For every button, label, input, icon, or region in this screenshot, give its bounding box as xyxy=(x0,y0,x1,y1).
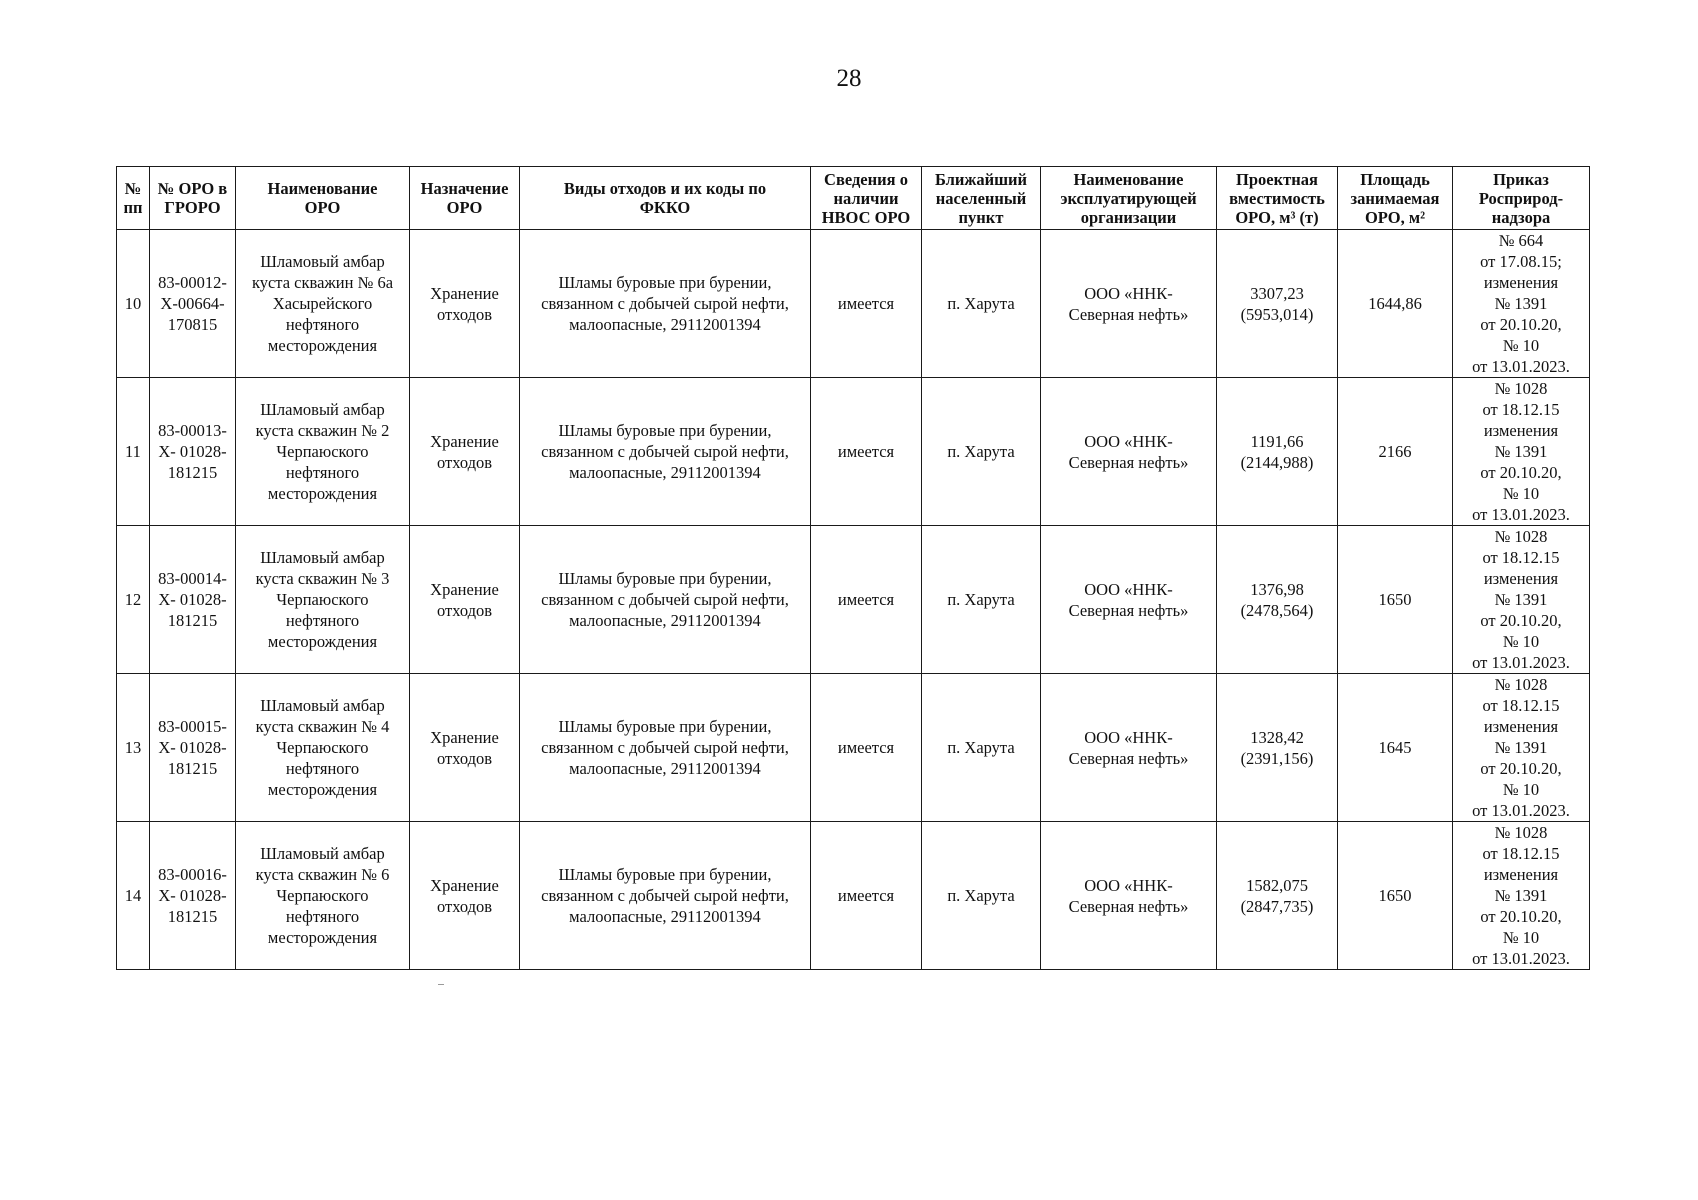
area: 1644,86 xyxy=(1338,230,1453,378)
facility-name: Шламовый амбар куста скважин № 3 Черпаюского нефтяного месторождения xyxy=(236,526,410,674)
header-area: Площадь занимаемая ОРО, м² xyxy=(1338,167,1453,230)
table-row xyxy=(117,230,1590,378)
waste-types: Шламы буровые при бурении, связанном с добычей сырой нефти, малоопасные, 29112001394 xyxy=(520,230,811,378)
order-reference: № 664 от 17.08.15; изменения № 1391 от 20.10.20, № 10 от 13.01.2023. xyxy=(1453,230,1590,378)
order-reference: № 1028 от 18.12.15 изменения № 1391 от 20.10.20, № 10 от 13.01.2023. xyxy=(1453,378,1590,526)
scan-artifact xyxy=(438,984,444,985)
waste-facility-table xyxy=(116,166,1590,970)
settlement: п. Харута xyxy=(922,378,1041,526)
waste-types: Шламы буровые при бурении, связанном с добычей сырой нефти, малоопасные, 29112001394 xyxy=(520,822,811,970)
settlement: п. Харута xyxy=(922,822,1041,970)
header-nvos: Сведения о наличии НВОС ОРО xyxy=(811,167,922,230)
facility-name: Шламовый амбар куста скважин № 4 Черпаюского нефтяного месторождения xyxy=(236,674,410,822)
header-settlement: Ближайший населенный пункт xyxy=(922,167,1041,230)
operator: ООО «ННК- Северная нефть» xyxy=(1041,526,1217,674)
header-number: № пп xyxy=(117,167,150,230)
header-operator: Наименование эксплуатирующей организации xyxy=(1041,167,1217,230)
nvos-status: имеется xyxy=(811,526,922,674)
row-number: 12 xyxy=(117,526,150,674)
operator: ООО «ННК- Северная нефть» xyxy=(1041,822,1217,970)
header-capacity: Проектная вместимость ОРО, м³ (т) xyxy=(1217,167,1338,230)
area: 2166 xyxy=(1338,378,1453,526)
facility-name: Шламовый амбар куста скважин № 2 Черпаюского нефтяного месторождения xyxy=(236,378,410,526)
capacity: 1191,66 (2144,988) xyxy=(1217,378,1338,526)
facility-purpose: Хранение отходов xyxy=(410,822,520,970)
table-body xyxy=(117,230,1590,970)
row-number: 14 xyxy=(117,822,150,970)
operator: ООО «ННК- Северная нефть» xyxy=(1041,674,1217,822)
facility-name: Шламовый амбар куста скважин № 6 Черпаюского нефтяного месторождения xyxy=(236,822,410,970)
header-row xyxy=(117,167,1590,230)
facility-purpose: Хранение отходов xyxy=(410,378,520,526)
area: 1650 xyxy=(1338,526,1453,674)
capacity: 1582,075 (2847,735) xyxy=(1217,822,1338,970)
header-order: Приказ Росприрод- надзора xyxy=(1453,167,1590,230)
area: 1650 xyxy=(1338,822,1453,970)
header-purpose: Назначение ОРО xyxy=(410,167,520,230)
nvos-status: имеется xyxy=(811,230,922,378)
table-row xyxy=(117,378,1590,526)
capacity: 1376,98 (2478,564) xyxy=(1217,526,1338,674)
groro-number: 83-00016- Х- 01028- 181215 xyxy=(150,822,236,970)
header-facility-name: Наименование ОРО xyxy=(236,167,410,230)
row-number: 10 xyxy=(117,230,150,378)
settlement: п. Харута xyxy=(922,526,1041,674)
waste-types: Шламы буровые при бурении, связанном с добычей сырой нефти, малоопасные, 29112001394 xyxy=(520,378,811,526)
page-number: 28 xyxy=(836,65,862,92)
row-number: 13 xyxy=(117,674,150,822)
order-reference: № 1028 от 18.12.15 изменения № 1391 от 20.10.20, № 10 от 13.01.2023. xyxy=(1453,526,1590,674)
header-groro-number: № ОРО в ГРОРО xyxy=(150,167,236,230)
nvos-status: имеется xyxy=(811,378,922,526)
facility-name: Шламовый амбар куста скважин № 6а Хасырейского нефтяного месторождения xyxy=(236,230,410,378)
nvos-status: имеется xyxy=(811,822,922,970)
facility-purpose: Хранение отходов xyxy=(410,230,520,378)
nvos-status: имеется xyxy=(811,674,922,822)
waste-types: Шламы буровые при бурении, связанном с добычей сырой нефти, малоопасные, 29112001394 xyxy=(520,526,811,674)
groro-number: 83-00012- Х-00664- 170815 xyxy=(150,230,236,378)
table-header xyxy=(117,167,1590,230)
groro-number: 83-00014- Х- 01028- 181215 xyxy=(150,526,236,674)
area: 1645 xyxy=(1338,674,1453,822)
groro-number: 83-00015- Х- 01028- 181215 xyxy=(150,674,236,822)
facility-purpose: Хранение отходов xyxy=(410,526,520,674)
order-reference: № 1028 от 18.12.15 изменения № 1391 от 20.10.20, № 10 от 13.01.2023. xyxy=(1453,822,1590,970)
capacity: 1328,42 (2391,156) xyxy=(1217,674,1338,822)
settlement: п. Харута xyxy=(922,674,1041,822)
row-number: 11 xyxy=(117,378,150,526)
waste-types: Шламы буровые при бурении, связанном с добычей сырой нефти, малоопасные, 29112001394 xyxy=(520,674,811,822)
facility-purpose: Хранение отходов xyxy=(410,674,520,822)
table-row xyxy=(117,674,1590,822)
table-row xyxy=(117,822,1590,970)
operator: ООО «ННК- Северная нефть» xyxy=(1041,378,1217,526)
settlement: п. Харута xyxy=(922,230,1041,378)
capacity: 3307,23 (5953,014) xyxy=(1217,230,1338,378)
order-reference: № 1028 от 18.12.15 изменения № 1391 от 20.10.20, № 10 от 13.01.2023. xyxy=(1453,674,1590,822)
header-waste-types: Виды отходов и их коды по ФККО xyxy=(520,167,811,230)
table-row xyxy=(117,526,1590,674)
operator: ООО «ННК- Северная нефть» xyxy=(1041,230,1217,378)
groro-number: 83-00013- Х- 01028- 181215 xyxy=(150,378,236,526)
